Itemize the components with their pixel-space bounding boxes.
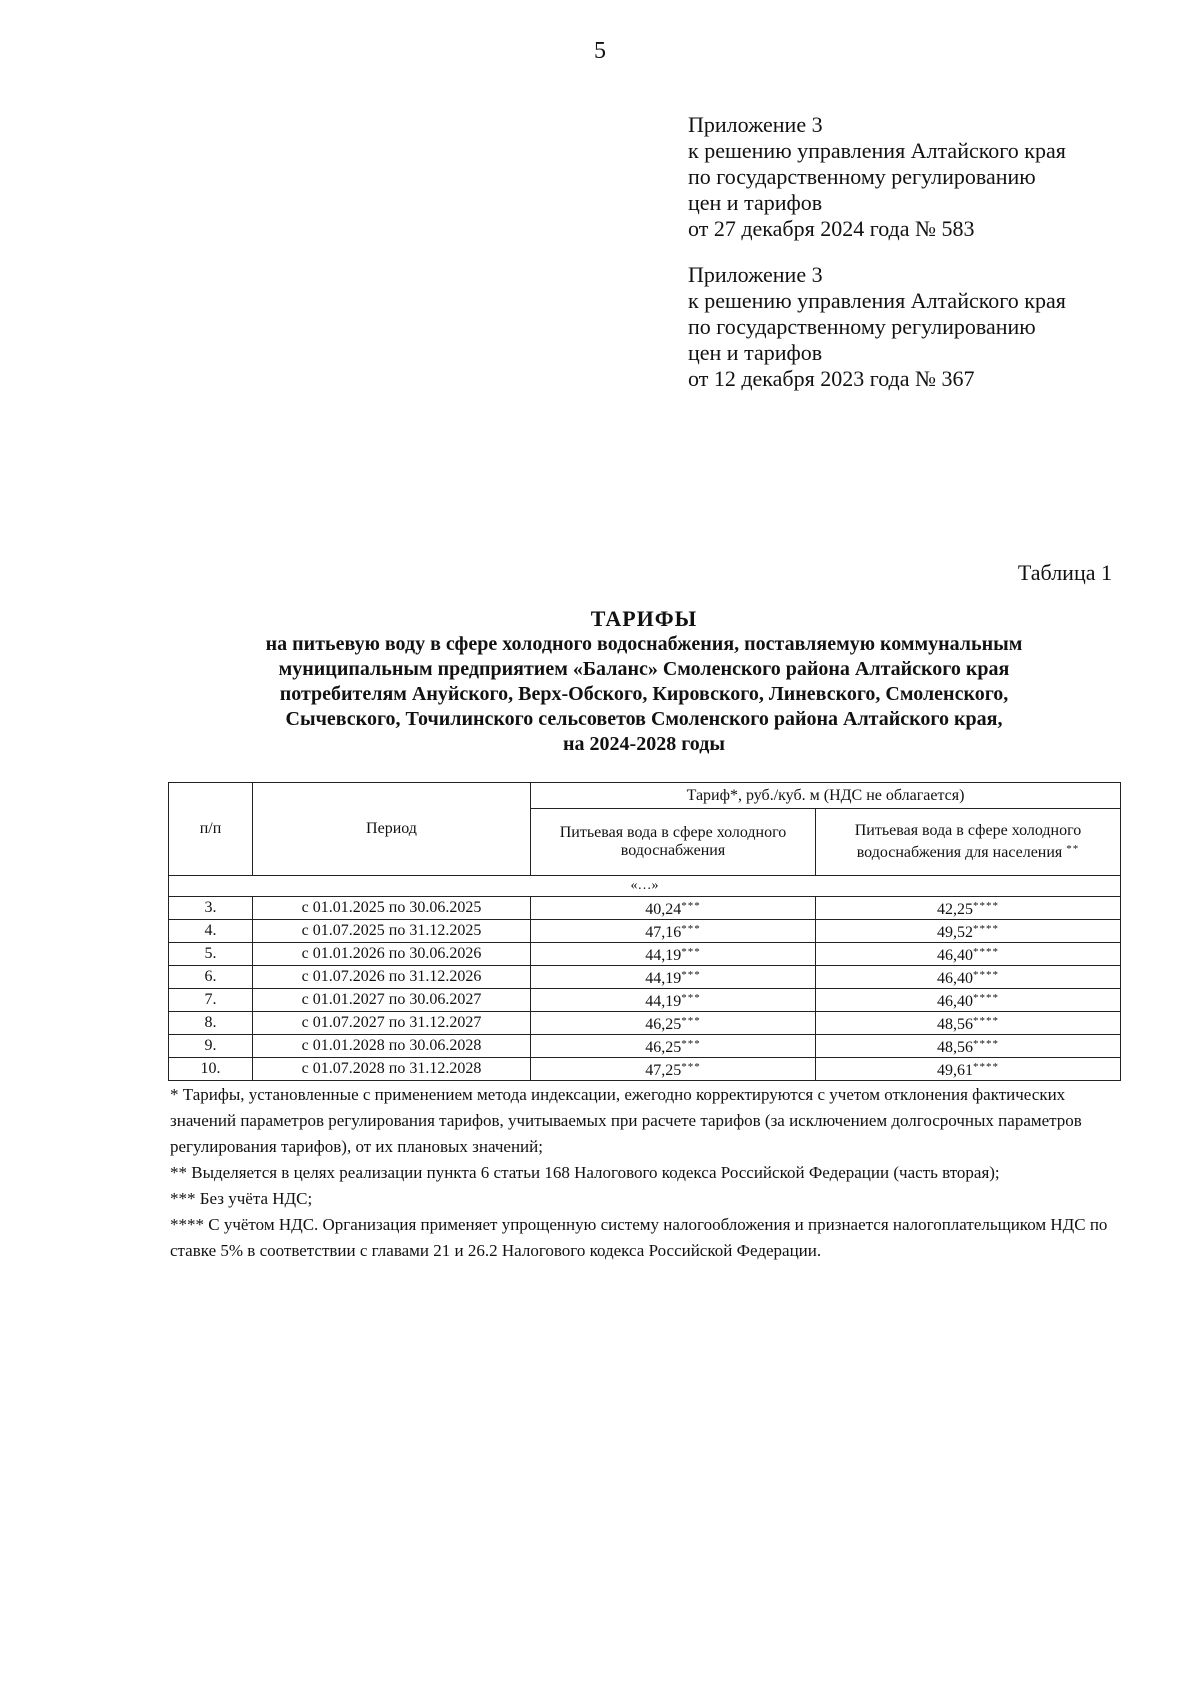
cell-water [531, 1012, 816, 1035]
footnote-mark: **** [973, 923, 999, 935]
cell-num-value: 8. [204, 1014, 217, 1031]
cell-period-value: с 01.07.2026 по 31.12.2026 [301, 968, 482, 985]
header-water-population-text: Питьевая вода в сфере холодного водоснабжения для населения [854, 822, 1082, 861]
table-row [169, 1035, 1121, 1058]
footnote-mark: **** [973, 1038, 999, 1050]
cell-population-value: 48,56 [937, 1016, 973, 1033]
footnote-mark: **** [973, 969, 999, 981]
cell-population [816, 1058, 1121, 1081]
cell-population [816, 897, 1121, 920]
table-row [169, 920, 1121, 943]
footnote-mark: **** [973, 1015, 999, 1027]
cell-population [816, 1012, 1121, 1035]
appendix-line: к решению управления Алтайского края [688, 288, 1066, 313]
cell-population [816, 920, 1121, 943]
table-row [169, 897, 1121, 920]
cell-num [169, 989, 253, 1012]
appendix-line: цен и тарифов [688, 190, 823, 215]
footnote-mark: **** [973, 992, 999, 1004]
footnote-1: * Тарифы, установленные с применением метода индексации, ежегодно корректируются с учетом отклонения фактических значений параметров регулирования тарифов, учитываемых при расчете тарифов (за исключением долгосрочных параметров регулирования тарифов), от их плановых значений; [170, 1085, 1082, 1156]
cell-num [169, 943, 253, 966]
cell-water [531, 943, 816, 966]
footnote-mark: *** [681, 946, 701, 958]
appendix-line: к решению управления Алтайского края [688, 138, 1066, 163]
cell-num [169, 1012, 253, 1035]
footnote-mark: **** [973, 1061, 999, 1073]
footnote-mark: ** [1066, 843, 1080, 855]
cell-population-value: 49,52 [937, 924, 973, 941]
footnote-4: **** С учётом НДС. Организация применяет упрощенную систему налогообложения и признается налогоплательщиком НДС по ставке 5% в соответствии с главами 21 и 26.2 Налогового кодекса Российской Федерации. [170, 1215, 1108, 1260]
cell-num-value: 6. [204, 968, 217, 985]
cell-period-value: с 01.01.2027 по 30.06.2027 [301, 991, 482, 1008]
footnote-2: ** Выделяется в целях реализации пункта 6 статьи 168 Налогового кодекса Российской Федерации (часть вторая); [170, 1163, 1000, 1182]
header-water: Питьевая вода в сфере холодного водоснабжения [531, 809, 816, 876]
cell-num [169, 966, 253, 989]
cell-period [253, 920, 531, 943]
footnote-mark: *** [681, 969, 701, 981]
cell-water [531, 920, 816, 943]
header-period: Период [253, 783, 531, 876]
cell-water-value: 40,24 [645, 901, 682, 918]
cell-period [253, 1012, 531, 1035]
footnote-mark: *** [681, 1015, 701, 1027]
footnote-mark: **** [973, 900, 999, 912]
cell-population-value: 49,61 [937, 1062, 973, 1079]
cell-period [253, 1058, 531, 1081]
appendix-block-current [688, 112, 1158, 242]
cell-num [169, 1035, 253, 1058]
cell-water [531, 897, 816, 920]
appendix-line: по государственному регулированию [688, 164, 1036, 189]
cell-num-value: 4. [204, 922, 217, 939]
cell-num [169, 920, 253, 943]
cell-water-value: 44,19 [645, 947, 682, 964]
subtitle-line: Сычевского, Точилинского сельсоветов Смоленского района Алтайского края, [285, 708, 1003, 730]
cell-population-value: 48,56 [937, 1039, 973, 1056]
cell-period [253, 989, 531, 1012]
cell-period [253, 1035, 531, 1058]
cell-population [816, 1035, 1121, 1058]
appendix-line: от 12 декабря 2023 года № 367 [688, 366, 975, 391]
cell-water [531, 989, 816, 1012]
footnote-3: *** Без учёта НДС; [170, 1189, 313, 1208]
table-row [169, 943, 1121, 966]
cell-num-value: 3. [204, 899, 217, 916]
appendix-line: Приложение 3 [688, 112, 823, 137]
cell-period-value: с 01.01.2026 по 30.06.2026 [301, 945, 482, 962]
table-row [169, 1058, 1121, 1081]
cell-water-value: 46,25 [645, 1039, 682, 1056]
table-label: Таблица 1 [1017, 560, 1112, 585]
tariff-table [168, 782, 1121, 1081]
cell-water-value: 44,19 [645, 970, 682, 987]
appendix-line: по государственному регулированию [688, 314, 1036, 339]
cell-water-value: 46,25 [645, 1016, 682, 1033]
cell-num [169, 897, 253, 920]
cell-water-value: 47,16 [645, 924, 682, 941]
table-row [169, 966, 1121, 989]
table-row [169, 1012, 1121, 1035]
cell-water-value: 47,25 [645, 1062, 682, 1079]
subtitle-line: на питьевую воду в сфере холодного водоснабжения, поставляемую коммунальным [265, 633, 1023, 655]
footnote-mark: **** [973, 946, 999, 958]
cell-population-value: 46,40 [937, 970, 973, 987]
cell-num [169, 1058, 253, 1081]
footnote-mark: *** [681, 1038, 701, 1050]
cell-num-value: 10. [200, 1060, 221, 1077]
cell-population-value: 46,40 [937, 947, 973, 964]
footnote-mark: *** [681, 923, 701, 935]
subtitle-line: муниципальным предприятием «Баланс» Смоленского района Алтайского края [278, 658, 1010, 680]
cell-population-value: 46,40 [937, 993, 973, 1010]
cell-population [816, 989, 1121, 1012]
cell-period-value: с 01.01.2025 по 30.06.2025 [301, 899, 482, 916]
cell-water [531, 1058, 816, 1081]
cell-period [253, 943, 531, 966]
cell-period-value: с 01.01.2028 по 30.06.2028 [301, 1037, 482, 1054]
cell-water [531, 1035, 816, 1058]
cell-period [253, 966, 531, 989]
table-row [169, 989, 1121, 1012]
document-title: ТАРИФЫ [590, 606, 698, 631]
appendix-line: от 27 декабря 2024 года № 583 [688, 216, 975, 241]
cell-num-value: 5. [204, 945, 217, 962]
ellipsis-row: «…» [169, 876, 1121, 897]
subtitle-line: на 2024-2028 годы [563, 733, 725, 755]
cell-population [816, 966, 1121, 989]
appendix-line: цен и тарифов [688, 340, 823, 365]
cell-population [816, 943, 1121, 966]
document-subtitle [60, 632, 1200, 757]
appendix-line: Приложение 3 [688, 262, 823, 287]
footnote-mark: *** [681, 900, 701, 912]
cell-period-value: с 01.07.2028 по 31.12.2028 [301, 1060, 482, 1077]
cell-num-value: 9. [204, 1037, 217, 1054]
header-tariff-group: Тариф*, руб./куб. м (НДС не облагается) [531, 783, 1121, 809]
cell-population-value: 42,25 [937, 901, 973, 918]
cell-period-value: с 01.07.2025 по 31.12.2025 [301, 922, 482, 939]
footnote-mark: *** [681, 1061, 701, 1073]
subtitle-line: потребителям Ануйского, Верх-Обского, Кировского, Линевского, Смоленского, [279, 683, 1009, 705]
cell-water-value: 44,19 [645, 993, 682, 1010]
page-number: 5 [594, 38, 606, 64]
footnote-mark: *** [681, 992, 701, 1004]
cell-period-value: с 01.07.2027 по 31.12.2027 [301, 1014, 482, 1031]
header-water-population [816, 809, 1121, 876]
cell-period [253, 897, 531, 920]
cell-num-value: 7. [204, 991, 217, 1008]
cell-water [531, 966, 816, 989]
footnotes [170, 1082, 1130, 1264]
header-num: п/п [169, 783, 253, 876]
appendix-block-previous [688, 262, 1158, 392]
